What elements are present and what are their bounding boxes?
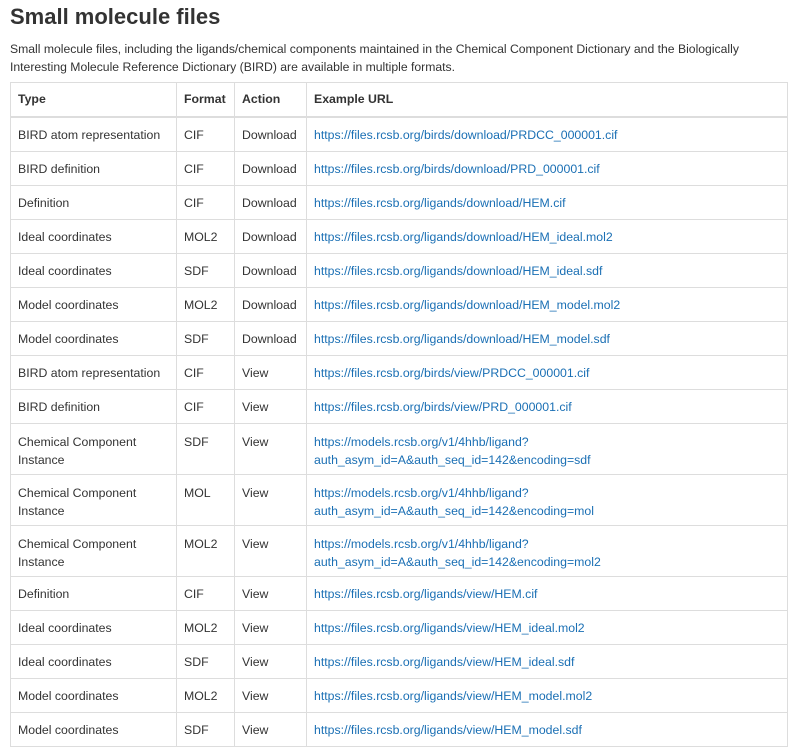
cell-action: View: [235, 611, 307, 645]
example-url-link[interactable]: https://files.rcsb.org/birds/download/PRD_000001.cif: [314, 162, 600, 176]
cell-type: Ideal coordinates: [11, 611, 177, 645]
example-url-link[interactable]: https://files.rcsb.org/ligands/download/HEM_model.sdf: [314, 332, 610, 346]
table-row: [11, 645, 788, 679]
cell-format: CIF: [177, 186, 235, 220]
cell-type: Chemical Component Instance: [11, 475, 177, 526]
cell-format: MOL: [177, 475, 235, 526]
header-type: Type: [11, 83, 177, 118]
table-row: [11, 577, 788, 611]
cell-url: [307, 475, 788, 526]
cell-action: View: [235, 475, 307, 526]
example-url-link[interactable]: https://files.rcsb.org/ligands/view/HEM_ideal.mol2: [314, 621, 585, 635]
cell-url: [307, 356, 788, 390]
table-row: [11, 117, 788, 152]
cell-action: View: [235, 645, 307, 679]
cell-type: Ideal coordinates: [11, 645, 177, 679]
cell-url: [307, 186, 788, 220]
cell-url: [307, 288, 788, 322]
example-url-link[interactable]: https://files.rcsb.org/ligands/view/HEM_model.sdf: [314, 723, 582, 737]
cell-format: MOL2: [177, 220, 235, 254]
example-url-link[interactable]: https://files.rcsb.org/ligands/download/HEM_ideal.mol2: [314, 230, 613, 244]
cell-url: [307, 679, 788, 713]
cell-format: MOL2: [177, 611, 235, 645]
cell-action: View: [235, 424, 307, 475]
cell-format: CIF: [177, 356, 235, 390]
table-row: [11, 152, 788, 186]
cell-type: Definition: [11, 577, 177, 611]
example-url-link[interactable]: https://files.rcsb.org/ligands/view/HEM_ideal.sdf: [314, 655, 575, 669]
example-url-link[interactable]: https://files.rcsb.org/birds/view/PRDCC_000001.cif: [314, 366, 590, 380]
section-title: Small molecule files: [10, 4, 221, 29]
table-row: [11, 186, 788, 220]
cell-format: SDF: [177, 322, 235, 356]
example-url-link[interactable]: https://files.rcsb.org/birds/view/PRD_000001.cif: [314, 400, 572, 414]
example-url-link[interactable]: https://files.rcsb.org/ligands/view/HEM.cif: [314, 587, 538, 601]
cell-format: CIF: [177, 390, 235, 424]
cell-type: BIRD atom representation: [11, 356, 177, 390]
cell-type: Chemical Component Instance: [11, 526, 177, 577]
cell-format: MOL2: [177, 679, 235, 713]
cell-action: View: [235, 390, 307, 424]
cell-action: Download: [235, 117, 307, 152]
cell-format: CIF: [177, 117, 235, 152]
example-url-link[interactable]: https://files.rcsb.org/ligands/download/HEM_ideal.sdf: [314, 264, 603, 278]
cell-format: SDF: [177, 254, 235, 288]
example-url-link[interactable]: https://files.rcsb.org/ligands/download/HEM.cif: [314, 196, 566, 210]
cell-url: [307, 390, 788, 424]
cell-action: Download: [235, 220, 307, 254]
table-row: [11, 679, 788, 713]
cell-type: Definition: [11, 186, 177, 220]
example-url-link[interactable]: https://models.rcsb.org/v1/4hhb/ligand? auth_asym_id=A&auth_seq_id=142&encoding=mol: [314, 486, 594, 518]
cell-format: CIF: [177, 152, 235, 186]
table-row: [11, 611, 788, 645]
cell-url: [307, 424, 788, 475]
table-row: [11, 254, 788, 288]
header-format: Format: [177, 83, 235, 118]
cell-format: SDF: [177, 645, 235, 679]
cell-url: [307, 713, 788, 747]
header-action: Action: [235, 83, 307, 118]
cell-url: [307, 152, 788, 186]
header-example-url: Example URL: [307, 83, 788, 118]
table-body: [11, 117, 788, 747]
cell-action: Download: [235, 152, 307, 186]
example-url-link[interactable]: https://models.rcsb.org/v1/4hhb/ligand? auth_asym_id=A&auth_seq_id=142&encoding=sdf: [314, 435, 591, 467]
cell-url: [307, 526, 788, 577]
cell-type: Model coordinates: [11, 679, 177, 713]
cell-url: [307, 322, 788, 356]
table-header-row: [11, 83, 788, 118]
cell-action: View: [235, 577, 307, 611]
table-row: [11, 526, 788, 577]
table-row: [11, 390, 788, 424]
cell-type: BIRD definition: [11, 390, 177, 424]
cell-type: Model coordinates: [11, 288, 177, 322]
example-url-link[interactable]: https://files.rcsb.org/birds/download/PRDCC_000001.cif: [314, 128, 618, 142]
cell-action: Download: [235, 288, 307, 322]
cell-type: Model coordinates: [11, 713, 177, 747]
table-row: [11, 288, 788, 322]
table-row: [11, 713, 788, 747]
cell-url: [307, 611, 788, 645]
cell-type: BIRD atom representation: [11, 117, 177, 152]
table-row: [11, 322, 788, 356]
example-url-link[interactable]: https://files.rcsb.org/ligands/view/HEM_model.mol2: [314, 689, 593, 703]
cell-url: [307, 577, 788, 611]
cell-type: Model coordinates: [11, 322, 177, 356]
cell-url: [307, 254, 788, 288]
cell-type: Ideal coordinates: [11, 220, 177, 254]
cell-url: [307, 645, 788, 679]
cell-format: CIF: [177, 577, 235, 611]
example-url-link[interactable]: https://models.rcsb.org/v1/4hhb/ligand? auth_asym_id=A&auth_seq_id=142&encoding=mol2: [314, 537, 601, 569]
cell-action: Download: [235, 254, 307, 288]
cell-action: View: [235, 526, 307, 577]
cell-type: Ideal coordinates: [11, 254, 177, 288]
table-row: [11, 424, 788, 475]
cell-action: View: [235, 356, 307, 390]
small-molecule-section: [10, 0, 787, 747]
cell-url: [307, 220, 788, 254]
cell-format: MOL2: [177, 526, 235, 577]
table-row: [11, 356, 788, 390]
cell-action: View: [235, 713, 307, 747]
cell-url: [307, 117, 788, 152]
small-molecule-files-table: [10, 82, 788, 747]
cell-format: SDF: [177, 713, 235, 747]
section-description: Small molecule files, including the ligands/chemical components maintained in the Chemical Component Dictionary and the Biologically Interesting Molecule Reference Dictionary (BIRD) are available in multiple formats.: [10, 42, 739, 74]
cell-format: SDF: [177, 424, 235, 475]
cell-format: MOL2: [177, 288, 235, 322]
example-url-link[interactable]: https://files.rcsb.org/ligands/download/HEM_model.mol2: [314, 298, 621, 312]
cell-type: Chemical Component Instance: [11, 424, 177, 475]
cell-action: Download: [235, 322, 307, 356]
cell-action: Download: [235, 186, 307, 220]
cell-action: View: [235, 679, 307, 713]
cell-type: BIRD definition: [11, 152, 177, 186]
table-row: [11, 475, 788, 526]
table-row: [11, 220, 788, 254]
